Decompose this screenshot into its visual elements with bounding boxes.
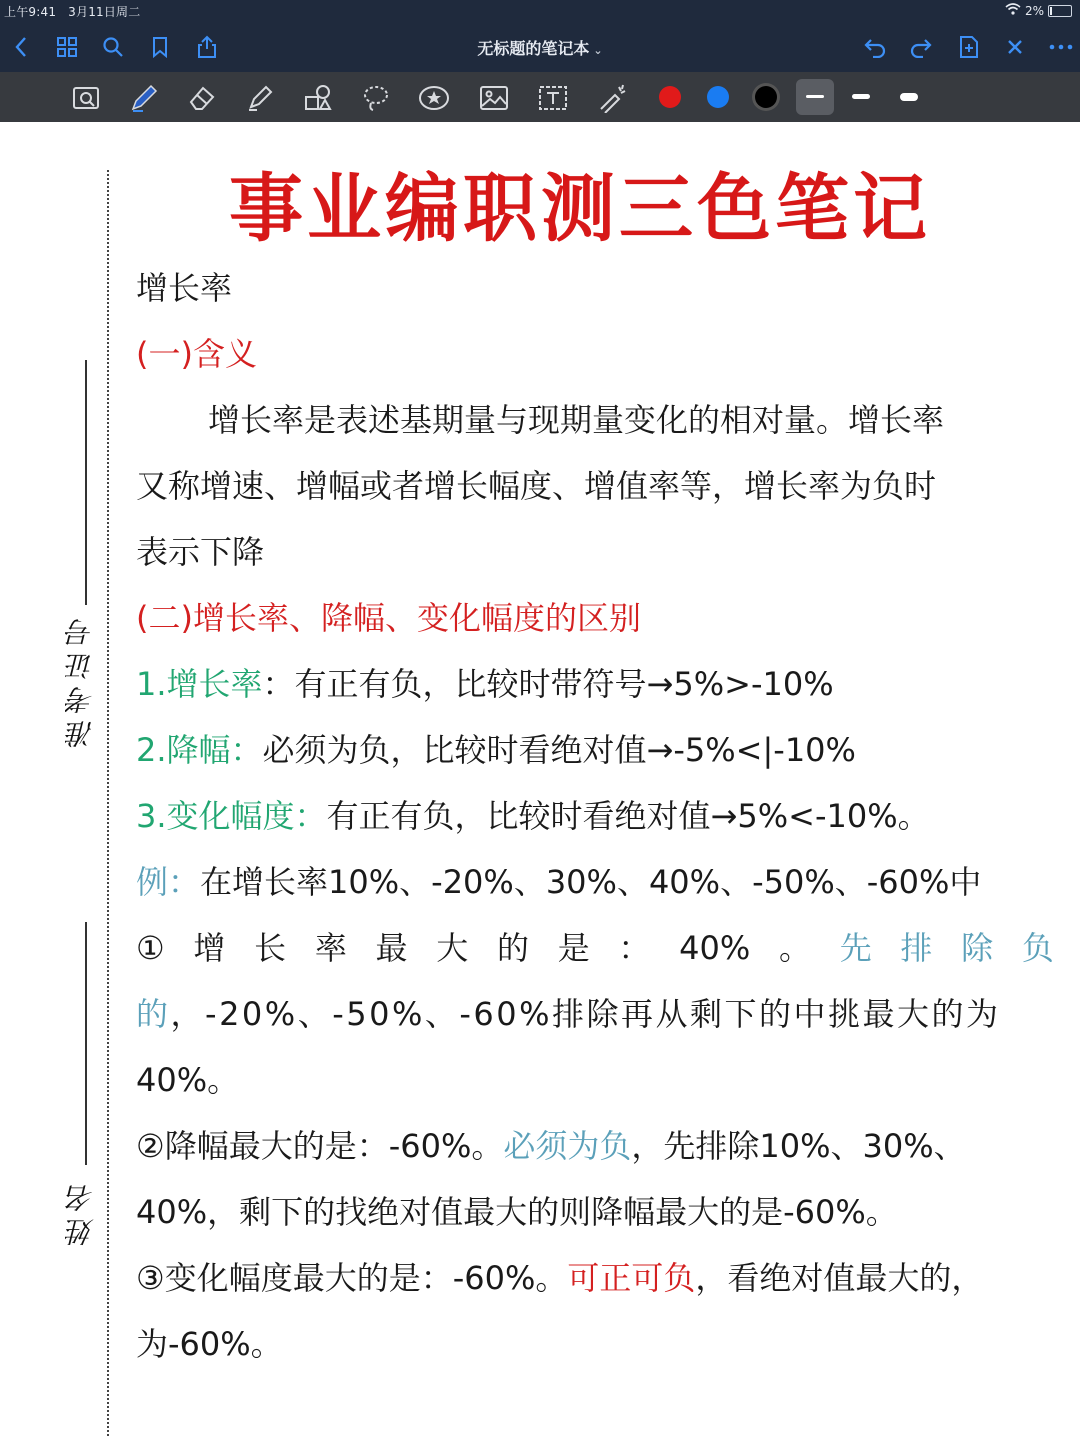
answer-2-hint: 必须为负 xyxy=(503,1127,632,1165)
item-2-line xyxy=(136,730,1050,770)
color-blue-swatch[interactable] xyxy=(707,86,729,108)
status-date: 3月11日周二 xyxy=(68,5,141,19)
status-indicators xyxy=(1005,3,1072,18)
redo-icon[interactable] xyxy=(908,34,934,60)
stroke-medium-icon xyxy=(852,94,870,99)
item-3-text: 有正有负，比较时看绝对值→5%<-10%。 xyxy=(326,797,930,835)
answer-1-char: ① xyxy=(136,929,165,967)
item-1-text: ：有正有负，比较时带符号→5%>-10% xyxy=(262,665,834,703)
pen-icon[interactable] xyxy=(128,82,160,114)
answer-1-line-1 xyxy=(136,928,1054,968)
answer-3-post: ，看绝对值最大的， xyxy=(695,1259,984,1297)
item-3-label: 3.变化幅度： xyxy=(136,797,327,835)
answer-1-hint-char: 除 xyxy=(961,929,994,967)
stroke-thin-icon xyxy=(806,95,824,98)
exam-id-blank-line xyxy=(85,360,87,605)
answer-3-line-1 xyxy=(136,1258,1050,1298)
eraser-icon[interactable] xyxy=(186,82,218,114)
answer-1-hint-char: 负 xyxy=(1021,929,1054,967)
answer-1-char: 大 xyxy=(436,929,469,967)
answer-1-hint-end: 的 xyxy=(136,995,171,1033)
answer-2-line-2: 40%，剩下的找绝对值最大的则降幅最大的是-60%。 xyxy=(136,1193,898,1231)
stroke-thick-icon xyxy=(900,93,918,101)
answer-1-hint-char: 排 xyxy=(900,929,933,967)
name-label: 姓名 xyxy=(65,1178,98,1246)
answer-1-hint-char: 先 xyxy=(839,929,872,967)
answer-1-char: 。 xyxy=(778,929,811,967)
image-icon[interactable] xyxy=(478,82,510,114)
exam-id-label: 准考证号 xyxy=(65,612,98,748)
highlighter-icon[interactable] xyxy=(244,82,276,114)
answer-1-line-2-text: ，-20%、-50%、-60%排除再从剩下的中挑最大的为 xyxy=(170,995,1001,1033)
close-icon[interactable] xyxy=(1002,34,1028,60)
undo-icon[interactable] xyxy=(862,34,888,60)
section-1-heading: (一)含义 xyxy=(136,335,257,373)
item-1-line xyxy=(136,664,1050,704)
stroke-thick-button[interactable] xyxy=(894,84,924,110)
answer-1-char: 是 xyxy=(557,929,590,967)
answer-1-char: 40% xyxy=(679,929,751,967)
answer-3-hint: 可正可负 xyxy=(567,1259,696,1297)
more-icon[interactable] xyxy=(1048,34,1074,60)
answer-1-char: 最 xyxy=(375,929,408,967)
battery-icon xyxy=(1048,5,1072,17)
para-1-line-1: 增长率是表述基期量与现期量变化的相对量。增长率 xyxy=(208,401,945,439)
para-1-line-3: 表示下降 xyxy=(136,533,265,571)
sticker-icon[interactable] xyxy=(418,82,450,114)
example-text: 在增长率10%、-20%、30%、40%、-50%、-60%中 xyxy=(200,863,982,901)
answer-2-pre: ②降幅最大的是：-60%。 xyxy=(136,1127,504,1165)
section-2-heading: (二)增长率、降幅、变化幅度的区别 xyxy=(136,599,641,637)
shapes-icon[interactable] xyxy=(302,82,334,114)
text-icon[interactable] xyxy=(537,82,569,114)
answer-2-post: ，先排除10%、30%、 xyxy=(631,1127,966,1165)
nav-bar xyxy=(0,22,1080,72)
item-1-label: 1.增长率 xyxy=(136,665,263,703)
answer-1-char: 长 xyxy=(254,929,287,967)
lasso-icon[interactable] xyxy=(360,82,392,114)
wifi-icon xyxy=(1005,3,1021,18)
item-2-text: 必须为负，比较时看绝对值→-5%<|-10% xyxy=(262,731,856,769)
binding-dotted-line xyxy=(107,170,109,1436)
answer-1-char: 增 xyxy=(193,929,226,967)
status-time: 上午9:41 xyxy=(4,5,57,19)
answer-2-line-1 xyxy=(136,1126,1050,1166)
chevron-down-icon: ⌄ xyxy=(593,44,603,57)
example-line xyxy=(136,862,1050,902)
battery-percent: 2% xyxy=(1024,3,1044,18)
item-2-label: 2.降幅： xyxy=(136,731,263,769)
item-3-line xyxy=(136,796,1050,836)
add-page-icon[interactable] xyxy=(956,34,982,60)
answer-3-pre: ③变化幅度最大的是：-60%。 xyxy=(136,1259,568,1297)
laser-pointer-icon[interactable] xyxy=(596,82,628,114)
answer-1-char: 率 xyxy=(314,929,347,967)
answer-1-char: 的 xyxy=(496,929,529,967)
color-black-swatch[interactable] xyxy=(755,86,777,108)
stroke-thin-button[interactable] xyxy=(796,79,834,115)
stroke-medium-button[interactable] xyxy=(846,84,876,110)
notebook-title-text: 无标题的笔记本 xyxy=(477,39,590,58)
name-blank-line xyxy=(85,922,87,1165)
example-label: 例： xyxy=(136,863,201,901)
status-bar xyxy=(0,0,1080,22)
note-heading: 增长率 xyxy=(136,269,233,307)
color-red-swatch[interactable] xyxy=(659,86,681,108)
answer-1-line-2 xyxy=(136,994,1050,1034)
page-view-icon[interactable] xyxy=(70,82,102,114)
para-1-line-2: 又称增速、增幅或者增长幅度、增值率等，增长率为负时 xyxy=(136,467,937,505)
answer-1-line-3: 40%。 xyxy=(136,1061,240,1099)
answer-1-char: ： xyxy=(618,929,651,967)
status-time-date xyxy=(4,3,152,20)
note-title: 事业编职测三色笔记 xyxy=(229,166,931,252)
answer-3-line-2: 为-60%。 xyxy=(136,1325,283,1363)
